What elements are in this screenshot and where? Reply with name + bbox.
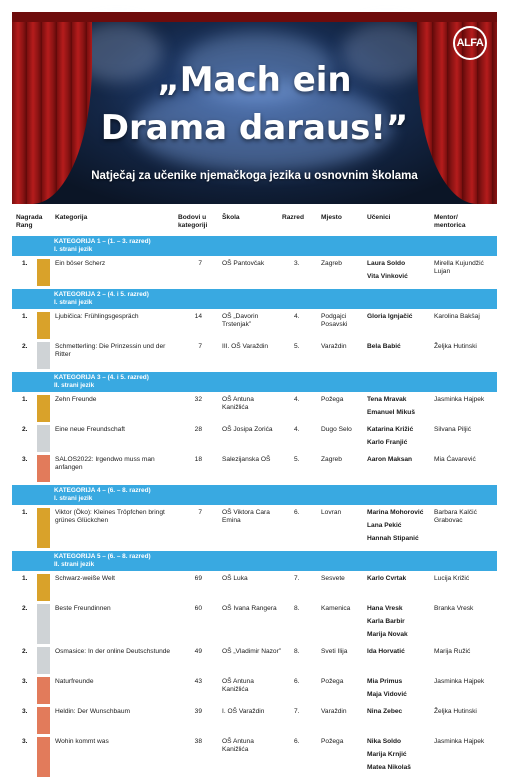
banner-subtitle: Natječaj za učenike njemačkoga jezika u osnovnim školama — [91, 170, 418, 182]
rank-cell: 1. — [22, 396, 28, 403]
points-cell: 18 — [194, 456, 202, 463]
table-row — [12, 508, 497, 548]
curtain-valance — [12, 12, 497, 22]
category-title-cell: Zehn Freunde — [55, 396, 97, 403]
students-cell — [367, 575, 437, 588]
mentor-cell: Mirella Kujundžić Lujan — [434, 260, 484, 275]
points-cell: 38 — [194, 738, 202, 745]
student-name: Tena Mravak — [367, 396, 407, 403]
header-place: Mjesto — [321, 214, 342, 221]
gold-medal-bar — [37, 259, 50, 286]
table-row — [12, 604, 497, 644]
school-cell: OŠ Josipa Zorića — [222, 426, 273, 433]
category-title-cell: Schwarz-weiße Welt — [55, 575, 115, 582]
category-label: KATEGORIJA 3 – (4. i 5. razred) — [54, 374, 149, 381]
school-cell: OŠ Luka — [222, 575, 248, 582]
mentor-cell: Marija Ružić — [434, 648, 471, 655]
grade-cell: 7. — [294, 575, 300, 582]
school-cell: III. OŠ Varaždin — [222, 343, 269, 350]
grade-cell: 4. — [294, 313, 300, 320]
place-cell: Požega — [321, 678, 344, 685]
rank-cell: 3. — [22, 738, 28, 745]
header-points: Bodovi u kategoriji — [178, 214, 208, 229]
mentor-cell: Jasminka Hajpek — [434, 396, 485, 403]
table-row — [12, 677, 497, 704]
rank-cell: 2. — [22, 648, 28, 655]
grade-cell: 5. — [294, 456, 300, 463]
grade-cell: 5. — [294, 343, 300, 350]
place-cell: Požega — [321, 738, 344, 745]
rank-cell: 1. — [22, 575, 28, 582]
school-cell: OŠ „Vladimir Nazor” — [222, 648, 281, 655]
place-cell: Sesvete — [321, 575, 345, 582]
student-name: Vita Vinković — [367, 273, 408, 280]
student-name: Matea Nikolaš — [367, 764, 411, 771]
rank-cell: 1. — [22, 260, 28, 267]
gold-medal-bar — [37, 395, 50, 422]
students-cell — [367, 708, 437, 721]
school-cell: OŠ Ivana Rangera — [222, 605, 277, 612]
student-name: Gloria Ignjačić — [367, 313, 413, 320]
school-cell: I. OŠ Varaždin — [222, 708, 265, 715]
points-cell: 32 — [194, 396, 202, 403]
category-title-cell: Schmetterling: Die Prinzessin und der Ritter — [55, 343, 166, 358]
mentor-cell: Barbara Kalčić Grabovac — [434, 509, 477, 524]
student-name: Laura Soldo — [367, 260, 406, 267]
mentor-cell: Željka Hutinski — [434, 343, 477, 350]
grade-cell: 6. — [294, 678, 300, 685]
points-cell: 7 — [198, 260, 202, 267]
points-cell: 7 — [198, 509, 202, 516]
grade-cell: 3. — [294, 260, 300, 267]
category-label: KATEGORIJA 5 – (6. – 8. razred) — [54, 553, 151, 560]
mentor-cell: Silvana Piljić — [434, 426, 472, 433]
grade-cell: 6. — [294, 738, 300, 745]
category-label: KATEGORIJA 4 – (6. – 8. razred) — [54, 487, 151, 494]
points-cell: 49 — [194, 648, 202, 655]
header-school: Škola — [222, 214, 240, 221]
mentor-cell: Mia Ćavarević — [434, 456, 476, 463]
students-cell — [367, 605, 437, 644]
category-language: II. strani jezik — [54, 382, 95, 389]
student-name: Mia Primus — [367, 678, 403, 685]
students-cell — [367, 260, 437, 286]
student-name: Lana Pekić — [367, 522, 402, 529]
bronze-medal-bar — [37, 707, 50, 734]
grade-cell: 8. — [294, 605, 300, 612]
place-cell: Požega — [321, 396, 344, 403]
school-cell: OŠ Antuna Kanižlića — [222, 396, 254, 411]
gold-medal-bar — [37, 312, 50, 339]
mentor-cell: Lucija Križić — [434, 575, 470, 582]
place-cell: Zagreb — [321, 456, 342, 463]
student-name: Marina Mohorović — [367, 509, 424, 516]
header-mentor: Mentor/ mentorica — [434, 214, 466, 229]
student-name: Karla Barbir — [367, 618, 405, 625]
rank-cell: 2. — [22, 343, 28, 350]
place-cell: Podgajci Posavski — [321, 313, 348, 328]
students-cell — [367, 648, 437, 661]
category-title-cell: Viktor (Öko): Kleines Tröpfchen bringt grünes Glückchen — [55, 509, 165, 524]
points-cell: 28 — [194, 426, 202, 433]
school-cell: OŠ Antuna Kanižlića — [222, 678, 254, 693]
category-title-cell: SALOS2022: Irgendwo muss man anfangen — [55, 456, 155, 471]
students-cell — [367, 426, 437, 452]
table-row — [12, 737, 497, 777]
category-language: I. strani jezik — [54, 299, 93, 306]
place-cell: Sveti Ilija — [321, 648, 348, 655]
rank-cell: 1. — [22, 509, 28, 516]
student-name: Hannah Stipanić — [367, 535, 419, 542]
grade-cell: 7. — [294, 708, 300, 715]
rank-cell: 2. — [22, 426, 28, 433]
silver-medal-bar — [37, 647, 50, 674]
table-row — [12, 259, 497, 286]
category-title-cell: Osmasice: In der online Deutschstunde — [55, 648, 171, 655]
mentor-cell: Karolina Bakšaj — [434, 313, 480, 320]
place-cell: Lovran — [321, 509, 342, 516]
category-bar — [12, 289, 497, 309]
mentor-cell: Jasminka Hajpek — [434, 738, 485, 745]
student-name: Katarina Križić — [367, 426, 414, 433]
category-language: II. strani jezik — [54, 561, 95, 568]
grade-cell: 4. — [294, 426, 300, 433]
results-table — [12, 212, 497, 780]
student-name: Ida Horvatić — [367, 648, 405, 655]
points-cell: 39 — [194, 708, 202, 715]
bronze-medal-bar — [37, 737, 50, 777]
rank-cell: 2. — [22, 605, 28, 612]
school-cell: OŠ „Davorin Trstenjak” — [222, 313, 259, 328]
category-bar — [12, 551, 497, 571]
gold-medal-bar — [37, 574, 50, 601]
category-label: KATEGORIJA 2 – (4. i 5. razred) — [54, 291, 149, 298]
category-title-cell: Heldin: Der Wunschbaum — [55, 708, 131, 715]
category-language: I. strani jezik — [54, 246, 93, 253]
category-title-cell: Eine neue Freundschaft — [55, 426, 126, 433]
header-category: Kategorija — [55, 214, 88, 221]
student-name: Hana Vresk — [367, 605, 403, 612]
student-name: Emanuel Mikuš — [367, 409, 416, 416]
points-cell: 60 — [194, 605, 202, 612]
header-students: Učenici — [367, 214, 391, 221]
mentor-cell: Jasminka Hajpek — [434, 678, 485, 685]
silver-medal-bar — [37, 425, 50, 452]
students-cell — [367, 396, 437, 422]
category-bar — [12, 372, 497, 392]
student-name: Marija Novak — [367, 631, 408, 638]
school-cell: OŠ Viktora Cara Emina — [222, 509, 270, 524]
silver-medal-bar — [37, 342, 50, 369]
school-cell: Salezijanska OŠ — [222, 456, 271, 463]
students-cell — [367, 678, 437, 704]
header-grade: Razred — [282, 214, 304, 221]
table-row — [12, 574, 497, 601]
table-row — [12, 312, 497, 339]
category-title-cell: Beste Freundinnen — [55, 605, 111, 612]
bronze-medal-bar — [37, 455, 50, 482]
table-row — [12, 342, 497, 369]
grade-cell: 6. — [294, 509, 300, 516]
gold-medal-bar — [37, 508, 50, 548]
student-name: Marija Krnjić — [367, 751, 407, 758]
place-cell: Zagreb — [321, 260, 342, 267]
table-row — [12, 425, 497, 452]
school-cell: OŠ Antuna Kanižlića — [222, 738, 254, 753]
students-cell — [367, 738, 437, 777]
students-cell — [367, 343, 437, 356]
student-name: Karlo Cvrtak — [367, 575, 407, 582]
header-rank: Nagrada Rang — [16, 214, 43, 229]
rank-cell: 3. — [22, 678, 28, 685]
points-cell: 69 — [194, 575, 202, 582]
mentor-cell: Branka Vresk — [434, 605, 474, 612]
table-row — [12, 647, 497, 674]
category-label: KATEGORIJA 1 – (1. – 3. razred) — [54, 238, 151, 245]
table-row — [12, 395, 497, 422]
banner-title-line1: „Mach ein — [157, 60, 352, 100]
student-name: Maja Vidović — [367, 691, 407, 698]
table-header — [12, 212, 497, 236]
place-cell: Varaždin — [321, 343, 347, 350]
category-title-cell: Naturfreunde — [55, 678, 94, 685]
rank-cell: 3. — [22, 456, 28, 463]
student-name: Nina Zebec — [367, 708, 403, 715]
table-row — [12, 707, 497, 734]
bronze-medal-bar — [37, 677, 50, 704]
silver-medal-bar — [37, 604, 50, 644]
place-cell: Varaždin — [321, 708, 347, 715]
points-cell: 14 — [194, 313, 202, 320]
category-title-cell: Ljubičica: Frühlingsgespräch — [55, 313, 139, 320]
mentor-cell: Željka Hutinski — [434, 708, 477, 715]
grade-cell: 8. — [294, 648, 300, 655]
students-cell — [367, 456, 437, 469]
category-title-cell: Ein böser Scherz — [55, 260, 106, 267]
rank-cell: 1. — [22, 313, 28, 320]
points-cell: 7 — [198, 343, 202, 350]
table-row — [12, 455, 497, 482]
students-cell — [367, 313, 437, 326]
rank-cell: 3. — [22, 708, 28, 715]
category-bar — [12, 236, 497, 256]
place-cell: Dugo Selo — [321, 426, 352, 433]
school-cell: OŠ Pantovčak — [222, 260, 265, 267]
header-banner — [12, 12, 497, 204]
student-name: Nika Soldo — [367, 738, 402, 745]
alfa-logo: ALFA — [453, 26, 487, 60]
banner-title-line2: Drama daraus!” — [100, 108, 409, 148]
grade-cell: 4. — [294, 396, 300, 403]
students-cell — [367, 509, 437, 548]
category-language: I. strani jezik — [54, 495, 93, 502]
place-cell: Kamenica — [321, 605, 351, 612]
student-name: Bela Babić — [367, 343, 401, 350]
points-cell: 43 — [194, 678, 202, 685]
student-name: Karlo Franjić — [367, 439, 408, 446]
student-name: Aaron Maksan — [367, 456, 413, 463]
category-bar — [12, 485, 497, 505]
category-title-cell: Wohin kommt was — [55, 738, 109, 745]
